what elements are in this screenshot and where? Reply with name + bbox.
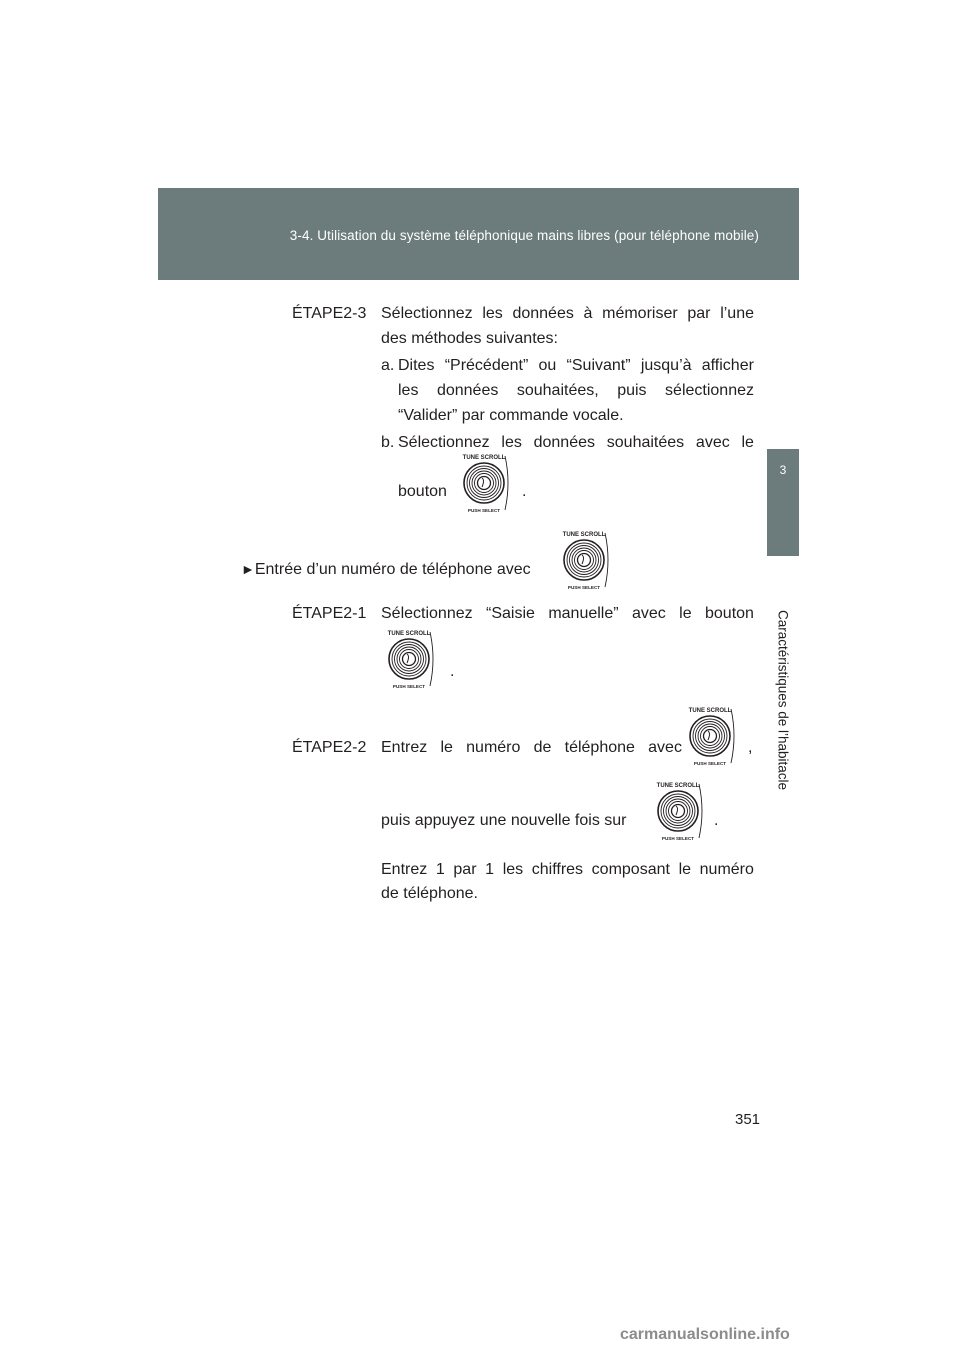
word: Entrez: [381, 739, 428, 756]
tune-scroll-knob-icon: [552, 528, 616, 592]
word: données: [512, 305, 574, 322]
knob-top-label: TUNE SCROLL: [562, 532, 606, 538]
word: avec: [631, 605, 666, 622]
step-2-2-paragraph-line-2: de téléphone.: [381, 885, 478, 902]
tune-scroll-knob-icon: [678, 704, 742, 768]
tune-scroll-knob-icon: [377, 627, 441, 691]
page-number: 351: [735, 1111, 761, 1128]
step-2-2-line-2-end: .: [714, 812, 719, 829]
option-a-marker: a.: [381, 357, 395, 374]
word: jusqu’à: [640, 357, 692, 374]
word: les: [482, 305, 503, 322]
knob-bottom-label: PUSH SELECT: [467, 508, 501, 513]
knob-outer-arc: [731, 709, 734, 763]
word: “Précédent”: [444, 357, 529, 374]
word: données: [436, 382, 499, 399]
header-band: [158, 188, 799, 280]
knob-center: [578, 554, 591, 567]
word: Sélectionnez: [398, 434, 490, 451]
footer-watermark: carmanualsonline.info: [620, 1326, 790, 1343]
word: avec: [695, 434, 730, 451]
knob-center: [403, 653, 416, 666]
knob-outer-arc: [430, 632, 433, 686]
step-2-3-label: ÉTAPE2-3: [292, 305, 367, 322]
word: composant: [591, 861, 670, 878]
word: par: [453, 861, 477, 878]
step-2-1-label: ÉTAPE2-1: [292, 605, 367, 622]
word: puis: [617, 382, 647, 399]
knob-outer-arc: [605, 533, 608, 587]
word: téléphone: [564, 739, 635, 756]
knob-top-label: TUNE SCROLL: [656, 783, 700, 789]
word: données: [533, 434, 595, 451]
word: par: [687, 305, 711, 322]
step-2-3-line-1: [381, 304, 754, 324]
step-2-2-label: ÉTAPE2-2: [292, 739, 367, 756]
word: Dites: [398, 357, 435, 374]
word: numéro: [466, 739, 521, 756]
word: afficher: [701, 357, 754, 374]
knob-top-label: TUNE SCROLL: [387, 631, 431, 637]
word: souhaitées: [606, 434, 685, 451]
section-heading: [241, 559, 531, 580]
knob-outer-arc: [699, 784, 702, 838]
section-heading-text: Entrée d’un numéro de téléphone avec: [254, 561, 531, 578]
word: 1: [485, 861, 495, 878]
word: Sélectionnez: [381, 605, 473, 622]
knob-center: [478, 477, 491, 490]
word: les: [501, 434, 522, 451]
tune-scroll-knob-icon: [452, 451, 516, 515]
step-2-1-line-1: [381, 604, 754, 624]
word: avec: [648, 739, 682, 756]
knob-bottom-label: PUSH SELECT: [661, 836, 695, 841]
knob-center: [672, 805, 685, 818]
word: le: [678, 861, 692, 878]
word: manuelle”: [548, 605, 619, 622]
step-2-2-line-1-end: ,: [748, 739, 753, 756]
word: ou: [538, 357, 557, 374]
section-header-title: 3-4. Utilisation du système téléphonique mains libres (pour téléphone mobile): [289, 228, 759, 243]
word: l’une: [720, 305, 754, 322]
word: numéro: [699, 861, 754, 878]
knob-outer-arc: [505, 456, 508, 510]
word: à: [583, 305, 593, 322]
option-b-line-1: [398, 433, 754, 453]
knob-bottom-label: PUSH SELECT: [392, 684, 426, 689]
word: bouton: [705, 605, 754, 622]
knob-top-label: TUNE SCROLL: [688, 708, 732, 714]
word: “Suivant”: [566, 357, 631, 374]
option-a-line-3: “Valider” par commande vocale.: [398, 407, 624, 424]
word: les: [398, 382, 419, 399]
step-2-1-end: .: [450, 663, 455, 680]
chapter-side-label: Caractéristiques de l’habitacle: [775, 609, 791, 791]
word: “Saisie: [486, 605, 535, 622]
step-2-2-line-2: puis appuyez une nouvelle fois sur: [381, 812, 627, 829]
tune-scroll-knob-icon: [646, 779, 710, 843]
word: chiffres: [531, 861, 584, 878]
word: de: [533, 739, 552, 756]
word: les: [502, 861, 524, 878]
word: Entrez: [381, 861, 428, 878]
knob-bottom-label: PUSH SELECT: [693, 761, 727, 766]
option-a-line-2: [398, 381, 754, 401]
word: 1: [435, 861, 445, 878]
chapter-number-tab: 3: [767, 449, 799, 556]
step-2-2-paragraph-line-1: [381, 860, 754, 880]
step-2-3-line-2: des méthodes suivantes:: [381, 330, 558, 347]
step-2-2-line-1: [381, 738, 682, 758]
word: Sélectionnez: [381, 305, 473, 322]
word: le: [741, 434, 754, 451]
word: le: [440, 739, 453, 756]
option-b-marker: b.: [381, 434, 395, 451]
option-b-line-2: bouton: [398, 483, 447, 500]
option-b-end: .: [522, 483, 527, 500]
knob-bottom-label: PUSH SELECT: [567, 585, 601, 590]
option-a-line-1: [398, 356, 754, 376]
word: mémoriser: [602, 305, 678, 322]
triangle-arrow-icon: ►: [241, 561, 255, 577]
word: souhaitées,: [516, 382, 599, 399]
word: sélectionnez: [665, 382, 754, 399]
knob-center: [704, 730, 717, 743]
knob-top-label: TUNE SCROLL: [462, 455, 506, 461]
word: le: [679, 605, 692, 622]
